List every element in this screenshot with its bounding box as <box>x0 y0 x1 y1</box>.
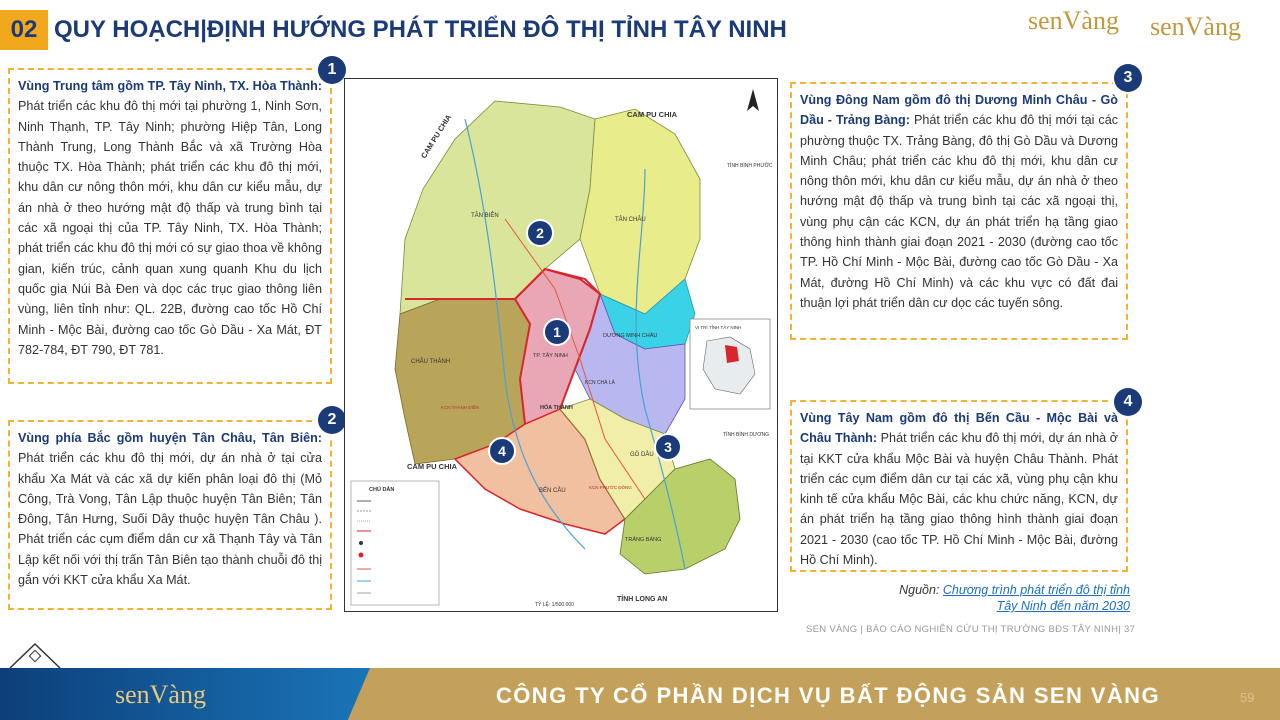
region-3-body: Phát triển các khu đô thị mới tại các phường thuộc TX. Trảng Bàng, đô thị Gò Dầu và Dương Minh Châu; phát triển các khu đô thị mới, khu dân cư nông thôn mới, khu dân cư kiểu mẫu, dự án nhà ở theo hướng mật độ thấp và trung bình tại các xã ngoại thị, vùng phụ cận các KCN, dự án phát triển hạ tầng giao thông hình thành giai đoạn 2021 - 2030 (đường cao tốc TP. Hồ Chí Minh - Mộc Bài, đường cao tốc Gò Dầu - Xa Mát, đường Hồ Chí Minh) và các khu vực có đất đai thuận lợi phát triển dân cư dọc các tuyến sông. <box>800 113 1118 310</box>
map-scale: TỶ LỆ: 1/500.000 <box>535 602 574 608</box>
source-citation <box>899 582 1130 614</box>
label-long-an: TỈNH LONG AN <box>617 596 668 603</box>
label-hoa-thanh: HÒA THÀNH <box>540 405 573 411</box>
label-kcn-thanh-dien: KCN THANH ĐIỀN <box>441 405 480 410</box>
map-svg <box>345 79 777 611</box>
label-kcn-phuoc-dong: KCN PHƯỚC ĐÔNG <box>589 485 632 490</box>
page-number: 59 <box>1240 690 1255 705</box>
section-number: 02 <box>0 10 48 50</box>
map-legend <box>351 481 439 605</box>
label-ben-cau: BẾN CẦU <box>539 488 566 494</box>
label-go-dau: GÒ DẦU <box>630 452 654 458</box>
region-1-lead: Vùng Trung tâm gồm TP. Tây Ninh, TX. Hòa Thành: <box>18 79 322 93</box>
svg-text:VỊ TRÍ TỈNH TÂY NINH: VỊ TRÍ TỈNH TÂY NINH <box>695 325 742 330</box>
svg-text:2: 2 <box>536 225 544 241</box>
svg-text:CHÚ DẪN: CHÚ DẪN <box>369 487 395 493</box>
page-title: QUY HOẠCH|ĐỊNH HƯỚNG PHÁT TRIỂN ĐÔ THỊ TỈNH TÂY NINH <box>54 16 787 43</box>
map-badge-1 <box>544 319 570 345</box>
region-3-badge: 3 <box>1114 64 1142 92</box>
region-3-lead: Vùng Đông Nam gồm đô thị Dương Minh Châu - Gò Dầu - Trảng Bàng: <box>800 93 1118 128</box>
label-cambodia-left: CAM PU CHIA <box>419 112 454 161</box>
region-1-badge: 1 <box>318 56 346 84</box>
region-1-box <box>8 68 332 384</box>
label-kcn-chala: KCN CHÀ LÀ <box>585 380 616 386</box>
region-4-lead: Vùng Tây Nam gồm đô thị Bến Cầu - Mộc Bài và Châu Thành: <box>800 411 1118 446</box>
company-name: CÔNG TY CỔ PHẦN DỊCH VỤ BẤT ĐỘNG SẢN SEN VÀNG <box>496 683 1160 708</box>
label-chau-thanh: CHÂU THÀNH <box>411 359 451 365</box>
brand-logo-top-secondary: senVàng <box>1150 12 1241 41</box>
label-binh-duong: TỈNH BÌNH DƯƠNG <box>723 432 770 438</box>
svg-text:1: 1 <box>553 324 561 340</box>
inset-map <box>690 319 770 409</box>
region-1-body: Phát triển các khu đô thị mới tại phường 1, Ninh Sơn, Ninh Thạnh, TP. Tây Ninh; phường Hiệp Tân, Long Thành Trung, Long Thành Bắc và xã Trường Hòa thuộc TX. Hòa Thành; phát triển các khu đô thị mới, khu dân cư nông thôn mới, khu dân cư kiểu mẫu, dự án nhà ở theo hướng mật độ thấp và trung bình tại các xã ngoại thị của TP. Tây Ninh, TX. Hòa Thành; phát triển các khu đô thị mới có sự giao thoa về không gian, kiến trúc, cảnh quan xung quanh Khu du lịch quốc gia Núi Bà Đen và dọc các trục giao thông liên vùng, liên tỉnh như: QL. 22B, đường cao tốc Hồ Chí Minh - Mộc Bài, đường cao tốc Gò Dầu - Xa Mát, ĐT 782-784, ĐT 790, ĐT 781. <box>18 99 322 357</box>
label-tay-ninh: TP. TÂY NINH <box>533 353 568 359</box>
region-2-lead: Vùng phía Bắc gồm huyện Tân Châu, Tân Biên: <box>18 431 322 445</box>
region-2-badge: 2 <box>318 406 346 434</box>
label-tan-chau: TÂN CHÂU <box>615 217 646 223</box>
svg-text:4: 4 <box>498 443 506 459</box>
label-cambodia-west: CAM PU CHIA <box>407 462 457 471</box>
region-3-box <box>790 82 1128 340</box>
province-map <box>344 78 778 612</box>
label-trang-bang: TRẢNG BÀNG <box>625 537 662 543</box>
map-badge-2 <box>527 220 553 246</box>
label-binh-phuoc: TỈNH BÌNH PHƯỚC <box>727 163 773 169</box>
source-link[interactable]: Chương trình phát triển đô thị tỉnh Tây Ninh đến năm 2030 <box>942 583 1130 613</box>
map-badge-4 <box>489 438 515 464</box>
label-tan-bien: TÂN BIÊN <box>471 213 499 219</box>
region-2-box <box>8 420 332 610</box>
region-2-body: Phát triển các khu đô thị mới, dự án nhà ở tại cửa khẩu Xa Mát và các xã dự kiến phân loại đô thị (Mỏ Công, Trà Vong, Tân Lập thuộc huyện Tân Biên; Tân Đông, Tân Hưng, Suối Dây thuộc huyện Tân Châu ). Phát triển các cụm điểm dân cư xã Thạnh Tây và Tân Lập kết nối với thị trấn Tân Biên tạo thành chuỗi đô thị gắn với KKT cửa khẩu Xa Mát. <box>18 451 322 588</box>
footer-brand-logo: senVàng <box>115 680 206 709</box>
source-prefix: Nguồn: <box>899 583 943 597</box>
label-duong-minh-chau: DƯƠNG MINH CHÂU <box>603 333 658 339</box>
house-logo-icon <box>6 640 64 670</box>
label-cambodia-top: CAM PU CHIA <box>627 110 677 119</box>
region-4-box <box>790 400 1128 572</box>
region-4-body: Phát triển các khu đô thị mới, dự án nhà ở tại KKT cửa khẩu Mộc Bài và huyện Châu Thành. Phát triển các cụm điểm dân cư tại các xã, vùng phụ cận khu kinh tế cửa khẩu Mộc Bài, các khu chức năng, KCN, dự án phát triển hạ tầng giao thông hình thành giai đoạn 2021 - 2030 (cao tốc TP. Hồ Chí Minh - Mộc Bài, đường Hồ Chí Minh). <box>800 431 1119 568</box>
north-arrow-icon <box>747 89 759 111</box>
map-badge-3 <box>655 434 681 460</box>
report-note: SEN VÀNG | BÁO CÁO NGHIÊN CỨU THỊ TRƯỜNG BĐS TÂY NINH| 37 <box>806 624 1136 635</box>
brand-logo-top: senVàng <box>1028 6 1119 35</box>
svg-text:3: 3 <box>664 439 672 455</box>
region-4-badge: 4 <box>1114 388 1142 416</box>
